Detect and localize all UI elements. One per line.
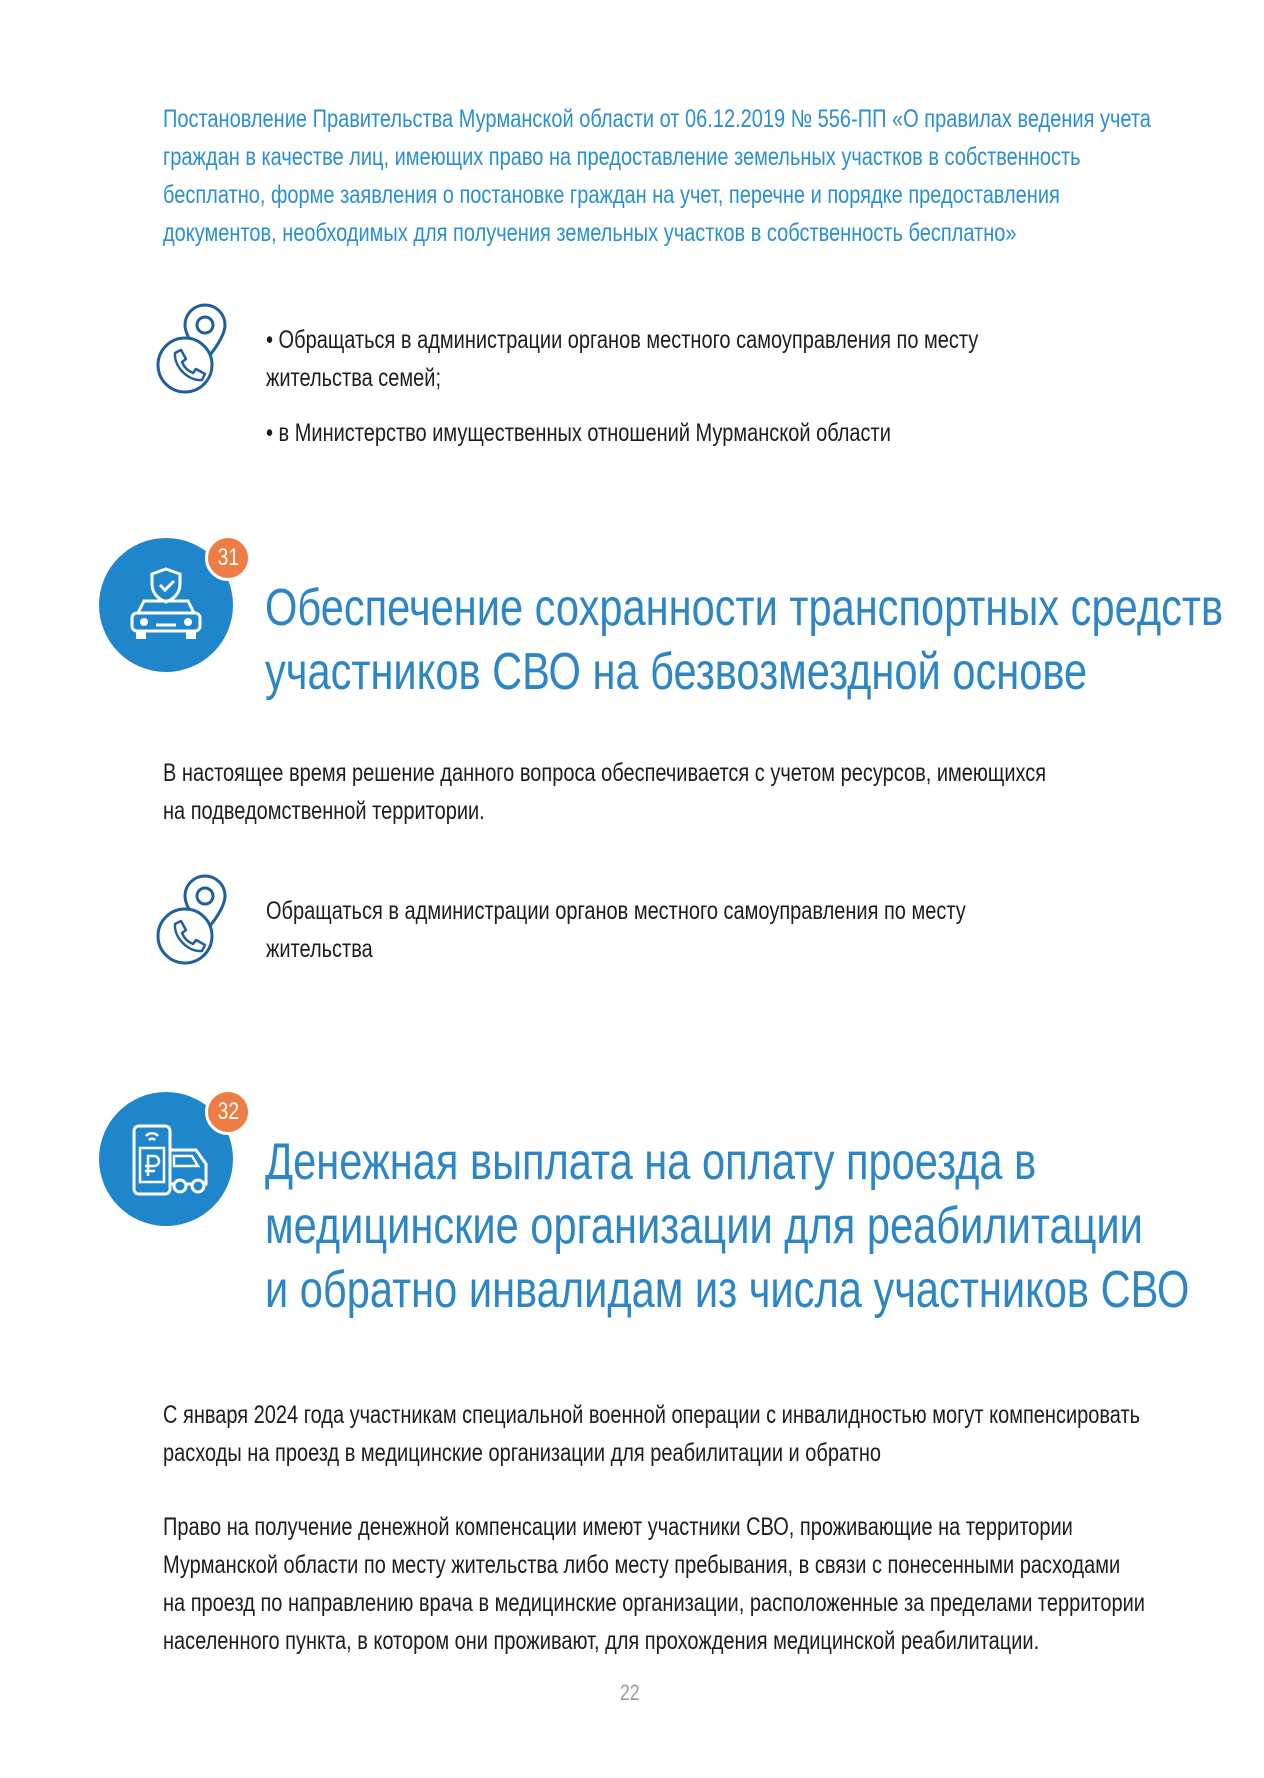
section-title-line: Денежная выплата на оплату проезда в [265, 1133, 1037, 1191]
section-title-line: участников СВО на безвозмездной основе [265, 643, 1088, 701]
section-31-title [265, 576, 1264, 704]
contact-info-1 [266, 321, 1264, 452]
body-line: расходы на проезд в медицинские организации для реабилитации и обратно [163, 1439, 881, 1467]
law-reference-line: документов, необходимых для получения земельных участков в собственность бесплатно» [163, 219, 1017, 247]
body-line: Право на получение денежной компенсации имеют участники СВО, проживающие на территории [163, 1513, 1073, 1541]
law-reference [163, 100, 1264, 252]
contact-line: жительства [266, 935, 373, 963]
body-line: населенного пункта, в котором они проживают, для прохождения медицинской реабилитации. [163, 1627, 1040, 1655]
section-31-body [163, 754, 1264, 830]
location-phone-icon [153, 868, 233, 968]
section-number-badge: 31 [205, 535, 251, 581]
law-reference-line: бесплатно, форме заявления о постановке граждан на учет, перечне и порядке предоставления [163, 181, 1060, 209]
body-line: С января 2024 года участникам специальной военной операции с инвалидностью могут компенсировать [163, 1401, 1141, 1429]
contact-line: • в Министерство имущественных отношений Мурманской области [266, 419, 891, 447]
section-32-title [265, 1130, 1264, 1322]
body-line: на проезд по направлению врача в медицинские организации, расположенные за пределами территории [163, 1589, 1145, 1617]
section-number-badge: 32 [205, 1089, 251, 1135]
contact-line: Обращаться в администрации органов местного самоуправления по месту [266, 897, 966, 925]
body-line: В настоящее время решение данного вопроса обеспечивается с учетом ресурсов, имеющихся [163, 759, 1047, 787]
page-number: 22 [620, 1680, 640, 1705]
section-title-line: медицинские организации для реабилитации [265, 1197, 1143, 1255]
section-title-line: Обеспечение сохранности транспортных средств [265, 579, 1224, 637]
law-reference-line: Постановление Правительства Мурманской области от 06.12.2019 № 556-ПП «О правилах ведения учета [163, 105, 1151, 133]
location-phone-icon [153, 297, 233, 397]
contact-line: жительства семей; [266, 364, 441, 392]
body-line: Мурманской области по месту жительства либо месту пребывания, в связи с понесенными расходами [163, 1551, 1121, 1579]
section-32-paragraph-1 [163, 1396, 1264, 1472]
body-line: на подведомственной территории. [163, 797, 485, 825]
section-32-paragraph-2 [163, 1508, 1264, 1660]
contact-line: • Обращаться в администрации органов местного самоуправления по месту [266, 326, 979, 354]
contact-info-2 [266, 892, 1264, 968]
section-title-line: и обратно инвалидам из числа участников СВО [265, 1261, 1190, 1319]
law-reference-line: граждан в качестве лиц, имеющих право на предоставление земельных участков в собственность [163, 143, 1081, 171]
